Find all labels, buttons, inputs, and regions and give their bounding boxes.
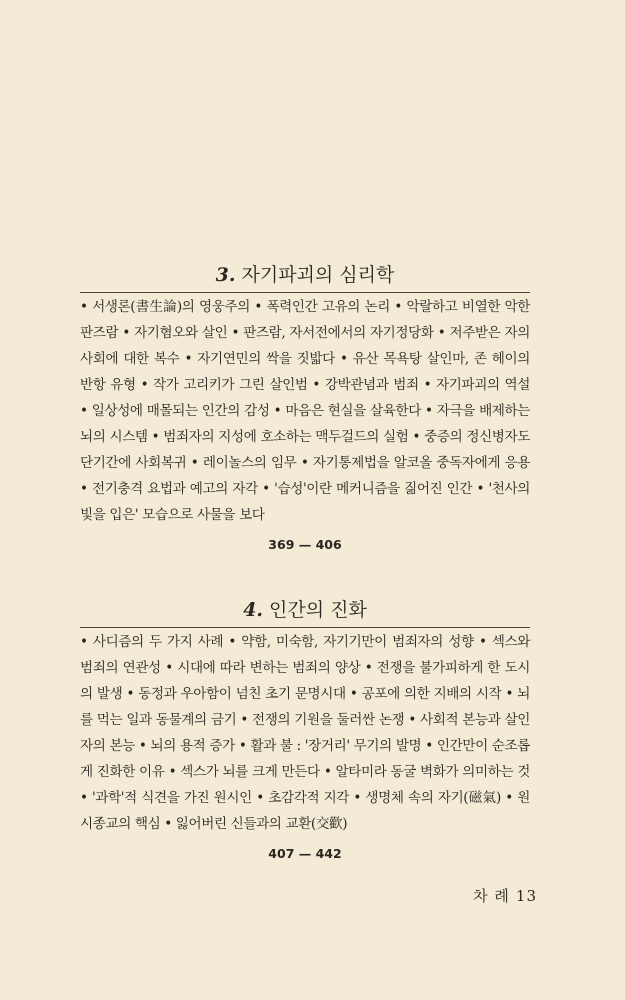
section-rule xyxy=(80,292,530,293)
section-number: 3. xyxy=(215,264,236,286)
folio-label: 차 례 xyxy=(473,887,510,905)
section-title: 자기파괴의 심리학 xyxy=(241,264,395,286)
page-range: 369 — 406 xyxy=(268,537,342,552)
section-number: 4. xyxy=(243,599,264,621)
section-title: 인간의 진화 xyxy=(269,599,367,621)
section-contents: • 사디즘의 두 가지 사례 • 약함, 미숙함, 자기기만이 범죄자의 성향 • 섹스와 범죄의 연관성 • 시대에 따라 변하는 범죄의 양상 • 전쟁을 불가피하게 한 도시의 발생 • 동정과 우아함이 넘친 초기 문명시대 • 공포에 의한 지배의 시작 • 뇌를 먹는 일과 동물계의 금기 • 전쟁의 기원을 둘러싼 논쟁 • 사회적 본능과 살인자의 본능 • 뇌의 용적 증가 • 활과 불 : '장거리' 무기의 발명 • 인간만이 순조롭게 진화한 이유 • 섹스가 뇌를 크게 만든다 • 알타미라 동굴 벽화가 의미하는 것 • '과학'적 식견을 가진 원시인 • 초감각적 지각 • 생명체 속의 자기(磁氣) • 원시종교의 핵심 • 잃어버린 신들과의 교환(交歡) xyxy=(80,634,530,832)
section-rule xyxy=(80,627,530,628)
section-heading xyxy=(80,597,530,623)
page-range: 407 — 442 xyxy=(268,846,342,861)
page-footer xyxy=(473,885,537,906)
toc-section-3 xyxy=(80,262,530,555)
section-contents: • 서생론(書生論)의 영웅주의 • 폭력인간 고유의 논리 • 악랄하고 비열한 악한 판즈람 • 자기혐오와 살인 • 판즈람, 자서전에서의 자기정당화 • 저주받은 자의 사회에 대한 복수 • 자기연민의 싹을 짓밟다 • 유산 목욕탕 살인마, 존 헤이의 반항 유형 • 작가 고리키가 그린 살인범 • 강박관념과 범죄 • 자기파괴의 역설 • 일상성에 매몰되는 인간의 감성 • 마음은 현실을 살육한다 • 자극을 배제하는 뇌의 시스템 • 범죄자의 지성에 호소하는 맥두걸드의 실험 • 중증의 정신병자도 단기간에 사회복귀 • 레이놀스의 임무 • 자기통제법을 알코올 중독자에게 응용 • 전기충격 요법과 예고의 자각 • '습성'이란 메커니즘을 짊어진 인간 • '천사의 빛을 입은' 모습으로 사물을 보다 xyxy=(80,299,530,523)
section-heading xyxy=(80,262,530,288)
toc-section-4 xyxy=(80,597,530,864)
page-number: 13 xyxy=(515,887,537,905)
